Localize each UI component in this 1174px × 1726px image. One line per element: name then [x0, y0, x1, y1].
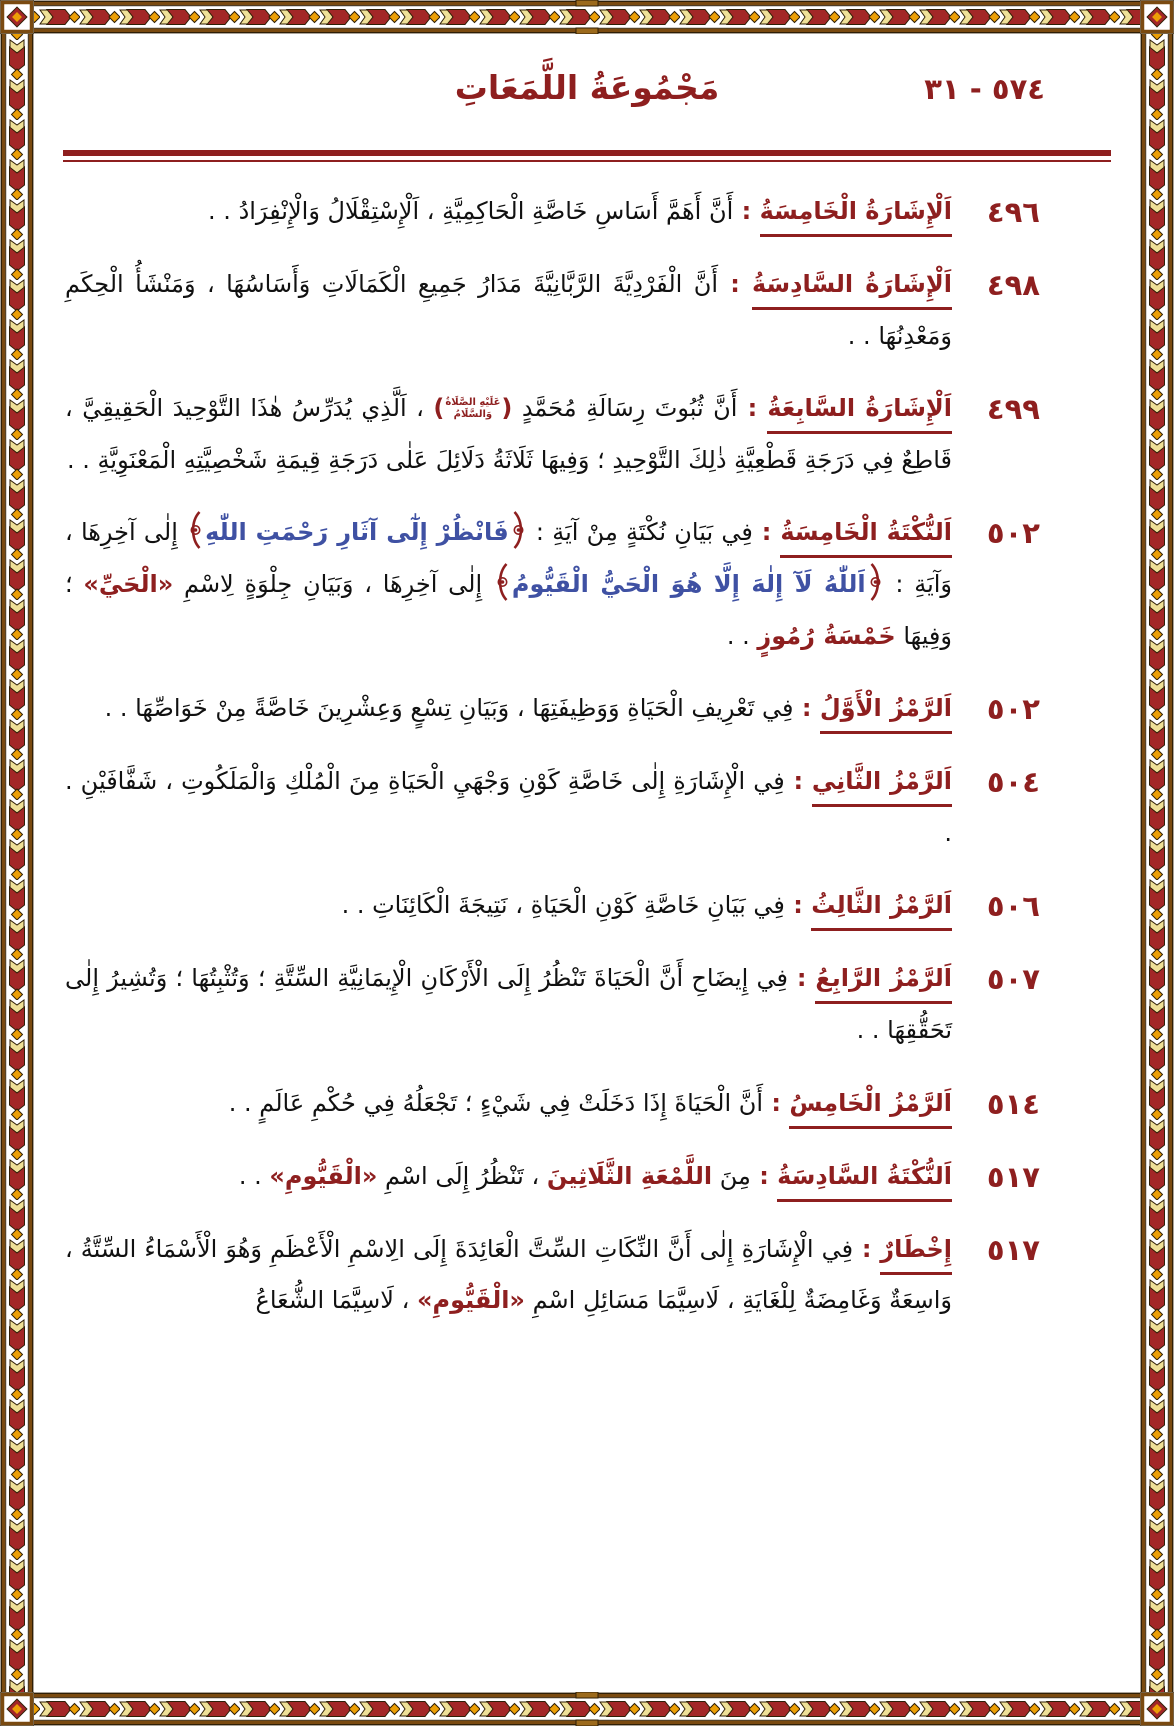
entry-text [65, 1235, 952, 1315]
header-rule-thick [63, 150, 1111, 156]
entry-body [65, 756, 952, 859]
border-corner-rosette-icon [0, 1692, 34, 1726]
text-segment-t: إِلٰى آخِرِهَا ، وَآيَةِ : [65, 518, 953, 598]
text-segment-t: فِي إِيضَاحِ أَنَّ الْحَيَاةَ تَنْظُرُ إِلَى الْأَرْكَانِ الْإِيمَانِيَّةِ السِّتَّةِ ؛ وَتُثْبِتُهَا ؛ وَتُشِيرُ إِلٰى تَحَقُّقِهَا . . [65, 964, 952, 1044]
text-segment-t: مِنَ [712, 1161, 751, 1190]
entry-heading: اَلرَّمْزُ الْخَامِسُ [789, 1089, 952, 1129]
header-divider [63, 150, 1111, 162]
toc-entry [65, 186, 1040, 238]
entry-heading: اَلرَّمْزُ الرَّابِعُ [815, 964, 952, 1004]
text-segment-t: فِي تَعْرِيفِ الْحَيَاةِ وَوَظِيفَتِهَا ، وَبَيَانِ تِسْعٍ وَعِشْرِينَ خَاصَّةً مِنْ خَوَاصِّهَا . . [104, 694, 794, 723]
toc-entry [65, 1151, 1040, 1203]
text-segment-accent: «الْحَيِّ» [83, 569, 174, 598]
ornate-bracket-open-icon [511, 510, 526, 550]
text-segment-t: فِي الْإِشَارَةِ إِلٰى خَاصَّةِ كَوْنِ وَجْهَيِ الْحَيَاةِ مِنَ الْمُلْكِ وَالْمَلَكُوتِ ، شَفَّافَيْنِ . . [65, 767, 952, 847]
prophet-blessing-seal-icon: (عَلَيْهِ الصَّلَاةُ وَالسَّلَامُ) [433, 394, 513, 423]
entry-heading: اَلْإِشَارَةُ السَّادِسَةُ [752, 270, 952, 310]
page-number: ٥٧٤ - ٣١ [924, 72, 1045, 106]
entry-number: ٥٠٢ [986, 692, 1040, 727]
heading-colon: : [763, 1088, 790, 1117]
toc-entry [65, 259, 1040, 362]
ornate-bracket-open-icon [868, 562, 883, 602]
entry-number: ٥٠٤ [986, 765, 1040, 800]
text-segment-t: فِي الْإِشَارَةِ إِلٰى أَنَّ النِّكَاتِ السِّتَّ الْعَائِدَةَ إِلَى الِاسْمِ الْأَعْظَمِ وَهُوَ الْأَسْمَاءُ السِّتَّةُ ، وَاسِعَةٌ وَغَامِضَةٌ لِلْغَايَةِ ، لَاسِيَّمَا مَسَائِلِ اسْمِ [65, 1234, 952, 1315]
border-joint-tab [576, 1692, 598, 1698]
heading-colon: : [784, 891, 812, 920]
entry-heading: اَلرَّمْزُ الْأَوَّلُ [820, 694, 952, 734]
entry-number: ٤٩٦ [986, 195, 1040, 229]
entry-text [229, 1089, 763, 1117]
entry-body [65, 186, 952, 238]
text-segment-t: أَنَّ أَهَمَّ أَسَاسِ خَاصَّةِ الْحَاكِمِيَّةِ ، اَلْإِسْتِقْلَالُ وَالْإِنْفِرَادُ . . [208, 197, 734, 225]
text-segment-t: أَنَّ الْحَيَاةَ إِذَا دَخَلَتْ فِي شَيْءٍ ؛ تَجْعَلُهُ فِي حُكْمِ عَالَمٍ . . [228, 1088, 764, 1117]
entry-text [208, 197, 733, 225]
index-list [34, 162, 1140, 1327]
toc-entry [65, 953, 1040, 1056]
border-corner-rosette-icon [1140, 0, 1174, 34]
entry-body [65, 383, 952, 486]
entry-body [65, 259, 952, 362]
entry-body [65, 507, 952, 662]
entry-text [342, 891, 785, 919]
heading-colon: : [853, 1234, 881, 1263]
entry-heading: اَلْإِشَارَةُ الْخَامِسَةُ [760, 197, 952, 237]
text-segment-t: فِي بَيَانِ نُكْتَةٍ مِنْ آيَةِ : [527, 518, 753, 547]
entry-body [65, 683, 952, 735]
heading-colon: : [737, 394, 768, 423]
heading-colon: : [718, 270, 752, 298]
heading-colon: : [787, 964, 816, 993]
text-segment-t: . . [238, 1161, 270, 1190]
heading-colon: : [793, 694, 820, 723]
ornate-bracket-close-icon [188, 510, 203, 550]
border-corner-rosette-icon [0, 0, 34, 34]
toc-entry [65, 880, 1040, 932]
toc-entry [65, 507, 1040, 662]
entry-number: ٥٠٧ [986, 962, 1040, 997]
entry-body [65, 880, 952, 932]
entry-body [65, 1151, 952, 1203]
entry-body [65, 1078, 952, 1130]
text-segment-t: ، اَلَّذِي يُدَرِّسُ هٰذَا التَّوْحِيدَ الْحَقِيقِيَّ ، قَاطِعٌ فِي دَرَجَةِ قَطْعِيَّةِ ذٰلِكَ التَّوْحِيدِ ؛ وَفِيهَا ثَلَاثَةُ دَلَائِلَ عَلٰى دَرَجَةِ قِيمَةِ شَخْصِيَّتِهِ الْمَعْنَوِيَّةِ . . [65, 394, 952, 474]
entry-number: ٤٩٩ [986, 392, 1040, 427]
text-segment-quran: اَللّٰهُ لَآ إِلٰهَ إِلَّا هُوَ الْحَيُّ الْقَيُّومُ [511, 569, 866, 598]
ornamental-border-bottom [0, 1692, 1174, 1726]
entry-number: ٤٩٨ [986, 268, 1040, 302]
page-title: مَجْمُوعَةُ اللَّمَعَاتِ [454, 68, 720, 107]
toc-entry [65, 1224, 1040, 1327]
text-segment-t: ؛ وَفِيهَا [65, 569, 952, 650]
text-segment-t: فِي بَيَانِ خَاصَّةِ كَوْنِ الْحَيَاةِ ، نَتِيجَةَ الْكَائِنَاتِ . . [341, 891, 785, 920]
heading-colon: : [752, 518, 781, 547]
heading-colon: : [733, 197, 760, 225]
entry-number: ٥٠٦ [986, 889, 1040, 924]
text-segment-t: . . [726, 621, 758, 650]
text-segment-accent: «الْقَيُّومِ» [269, 1161, 378, 1190]
toc-entry [65, 383, 1040, 486]
text-segment-t: أَنَّ ثُبُوتَ رِسَالَةِ مُحَمَّدٍ [512, 394, 738, 423]
entry-heading: اَلنُّكْتَةُ الْخَامِسَةُ [780, 518, 952, 558]
text-segment-accent: خَمْسَةُ رُمُوزٍ [757, 621, 896, 650]
ornamental-border-left [0, 0, 34, 1726]
text-segment-t: ، لَاسِيَّمَا الشُّعَاعُ [255, 1286, 417, 1315]
text-segment-t: ، تَنْظُرُ إِلَى اسْمِ [377, 1161, 547, 1190]
entry-heading: اَلرَّمْزُ الثَّانِي [812, 767, 952, 807]
entry-text [239, 1162, 751, 1190]
ornamental-border-top [0, 0, 1174, 34]
heading-colon: : [750, 1161, 778, 1190]
page-inner [34, 34, 1140, 1692]
border-joint-tab [576, 0, 598, 6]
entry-body [65, 953, 952, 1056]
entry-number: ٥٠٢ [986, 516, 1040, 551]
toc-entry [65, 756, 1040, 859]
text-segment-accent: اللَّمْعَةِ الثَّلَاثِينَ [546, 1161, 713, 1190]
entry-number: ٥١٧ [986, 1159, 1040, 1194]
toc-entry [65, 1078, 1040, 1130]
ornate-bracket-close-icon [495, 562, 510, 602]
entry-number: ٥١٧ [986, 1232, 1040, 1267]
entry-heading: اَلْإِشَارَةُ السَّابِعَةُ [767, 394, 952, 434]
entry-heading: إِخْطَارٌ [880, 1235, 952, 1275]
page-header [34, 34, 1140, 140]
entry-body [65, 1224, 952, 1327]
heading-colon: : [784, 767, 812, 796]
ornamental-border-right [1140, 0, 1174, 1726]
toc-entry [65, 683, 1040, 735]
entry-number: ٥١٤ [986, 1086, 1040, 1121]
entry-heading: اَلنُّكْتَةُ السَّادِسَةُ [777, 1162, 952, 1202]
entry-text [105, 694, 794, 722]
entry-heading: اَلرَّمْزُ الثَّالِثُ [811, 891, 952, 931]
border-corner-rosette-icon [1140, 1692, 1174, 1726]
text-segment-quran: فَانْظُرْ إِلٰٓى آثَارِ رَحْمَتِ اللّٰهِ [205, 518, 509, 547]
text-segment-t: أَنَّ الْفَرْدِيَّةَ الرَّبَّانِيَّةَ مَدَارُ جَمِيعِ الْكَمَالَاتِ وَأَسَاسُهَا ، وَمَنْشَأُ الْحِكَمِ وَمَعْدِنُهَا . . [65, 270, 952, 350]
border-joint-tab [576, 1720, 598, 1726]
text-segment-t: إِلٰى آخِرِهَا ، وَبَيَانِ جِلْوَةٍ لِاسْمِ [173, 569, 493, 598]
text-segment-accent: «الْقَيُّومِ» [416, 1286, 525, 1315]
